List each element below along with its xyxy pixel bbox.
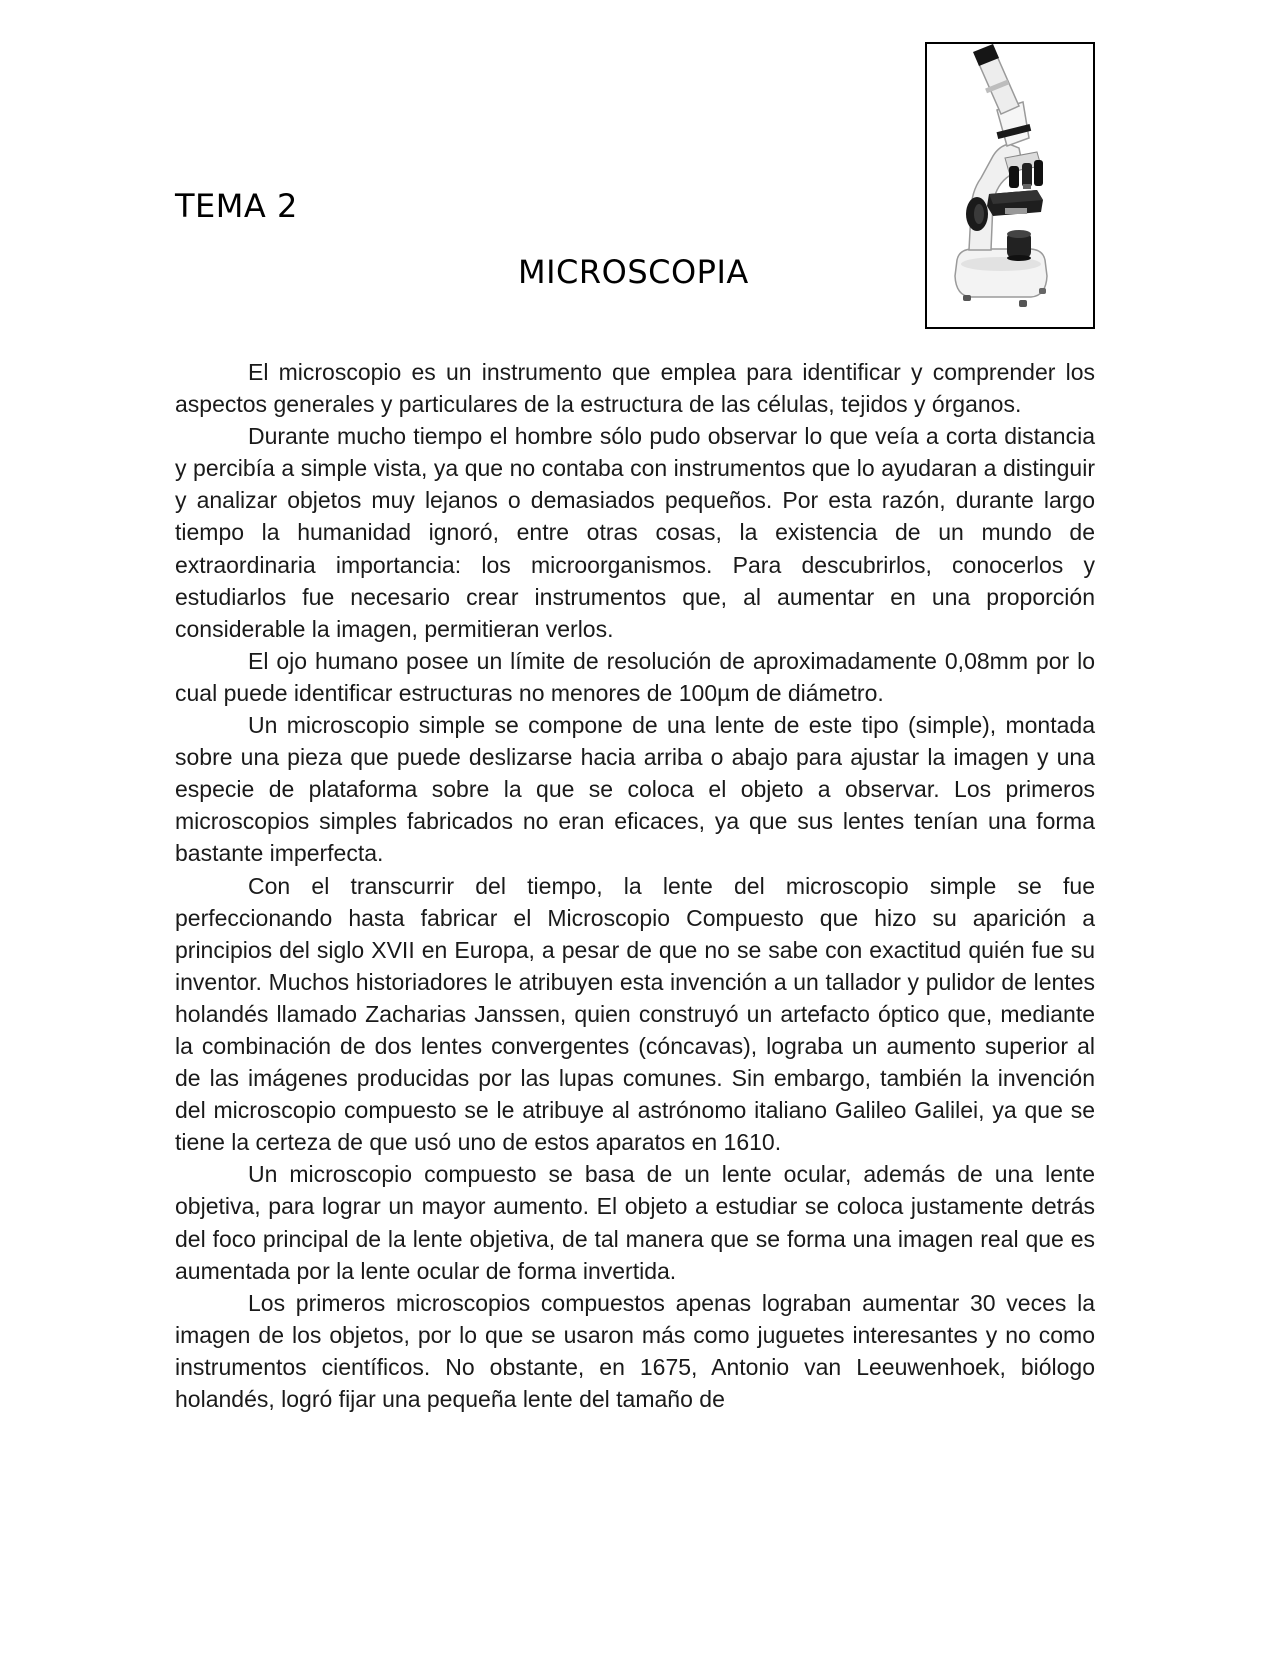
paragraph: Un microscopio compuesto se basa de un lente ocular, además de una lente objetiva, para lograr un mayor aumento. El objeto a estudiar se coloca justamente detrás del foco principal de la lente objetiva, de tal manera que se forma una imagen real que es aumentada por la lente ocular de forma invertida.	[175, 1161, 1095, 1284]
body-text	[175, 356, 1095, 1415]
paragraph: El ojo humano posee un límite de resolución de aproximadamente 0,08mm por lo cual puede identificar estructuras no menores de 100µm de diámetro.	[175, 647, 1095, 706]
paragraph: Los primeros microscopios compuestos apenas lograban aumentar 30 veces la imagen de los objetos, por lo que se usaron más como juguetes interesantes y no como instrumentos científicos. No obstante, en 1675, Antonio van Leeuwenhoek, biólogo holandés, logró fijar una pequeña lente del tamaño de	[175, 1289, 1095, 1412]
paragraph: Con el transcurrir del tiempo, la lente del microscopio simple se fue perfeccionando hasta fabricar el Microscopio Compuesto que hizo su aparición a principios del siglo XVII en Europa, a pesar de que no se sabe con exactitud quién fue su inventor. Muchos historiadores le atribuyen esta invención a un tallador y pulidor de lentes holandés llamado Zacharias Janssen, quien construyó un artefacto óptico que, mediante la combinación de dos lentes convergentes (cóncavas), lograba un aumento superior al de las imágenes producidas por las lupas comunes. Sin embargo, también la invención del microscopio compuesto se le atribuye al astrónomo italiano Galileo Galilei, ya que se tiene la certeza de que usó uno de estos aparatos en 1610.	[175, 872, 1095, 1156]
page-title: MICROSCOPIA	[518, 253, 749, 291]
paragraph: Un microscopio simple se compone de una lente de este tipo (simple), montada sobre una pieza que puede deslizarse hacia arriba o abajo para ajustar la imagen y una especie de plataforma sobre la que se coloca el objeto a observar. Los primeros microscopios simples fabricados no eran eficaces, ya que sus lentes tenían una forma bastante imperfecta.	[175, 712, 1095, 867]
microscope-icon	[927, 44, 1093, 327]
microscope-figure	[925, 42, 1095, 329]
paragraph: Durante mucho tiempo el hombre sólo pudo observar lo que veía a corta distancia y percibía a simple vista, ya que no contaba con instrumentos que lo ayudaran a distinguir y analizar objetos muy lejanos o demasiados pequeños. Por esta razón, durante largo tiempo la humanidad ignoró, entre otras cosas, la existencia de un mundo de extraordinaria importancia: los microorganismos. Para descubrirlos, conocerlos y estudiarlos fue necesario crear instrumentos que, al aumentar en una proporción considerable la imagen, permitieran verlos.	[175, 423, 1095, 642]
paragraph: El microscopio es un instrumento que emplea para identificar y comprender los aspectos generales y particulares de la estructura de las células, tejidos y órganos.	[175, 359, 1095, 418]
chapter-label: TEMA 2	[175, 187, 298, 225]
